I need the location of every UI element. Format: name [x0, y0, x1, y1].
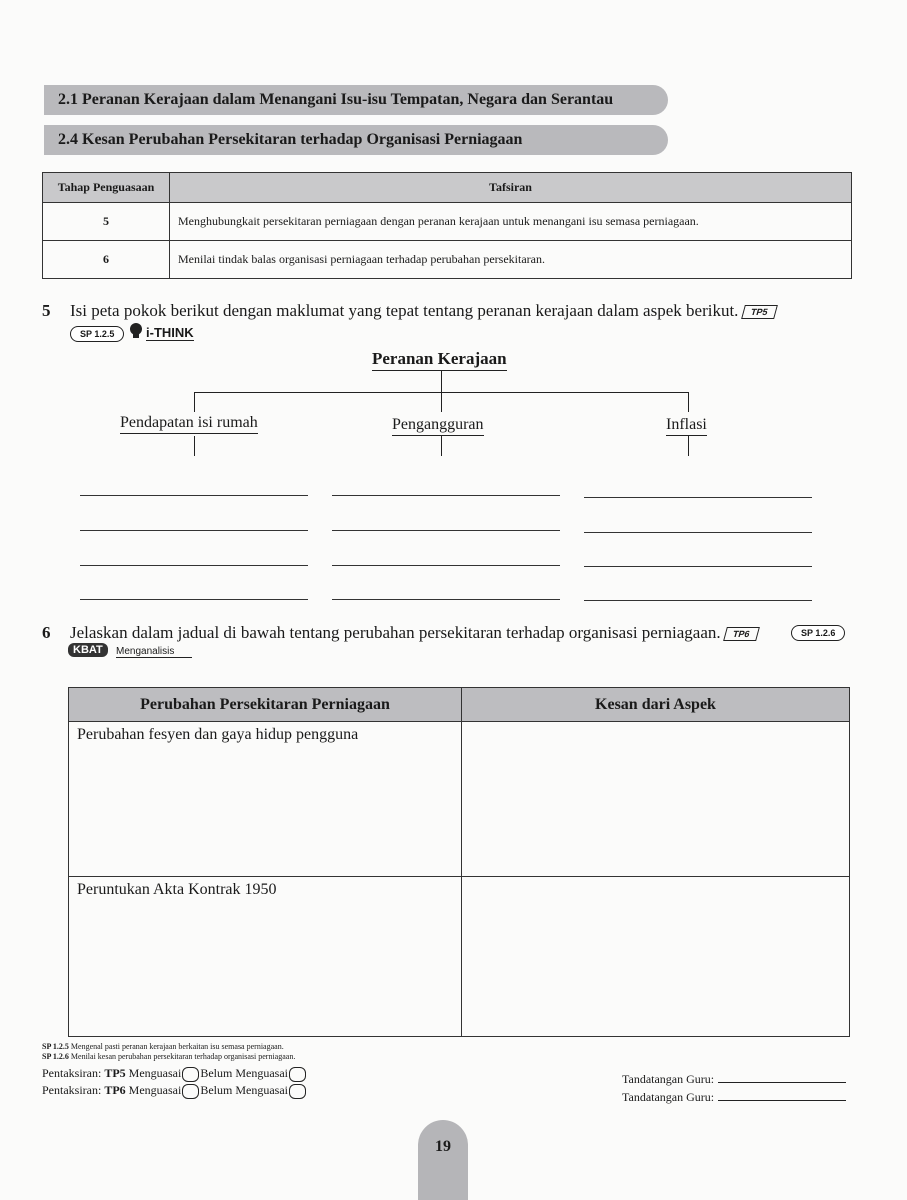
assessment-not-mastered-label: Belum Menguasai — [200, 1066, 288, 1080]
answer-line[interactable] — [80, 495, 308, 496]
tree-connector — [441, 392, 442, 412]
answer-line[interactable] — [80, 530, 308, 531]
tree-branch-inflation: Inflasi — [666, 416, 707, 436]
mastery-level-cell: 6 — [43, 241, 170, 279]
tree-connector — [688, 436, 689, 456]
effect-answer-cell[interactable] — [462, 722, 850, 877]
tree-root: Peranan Kerajaan — [372, 349, 507, 371]
sp-1-2-6-tag: SP 1.2.6 — [791, 625, 845, 641]
signature-line[interactable] — [718, 1082, 846, 1083]
section-banner-2-1 — [44, 85, 668, 115]
page-number: 19 — [435, 1138, 451, 1155]
question-5-text — [70, 301, 775, 321]
mastery-desc-cell: Menghubungkait persekitaran perniagaan dengan peranan kerajaan untuk menangani isu semasa perniagaan. — [170, 203, 852, 241]
kbat-label: Menganalisis — [116, 646, 192, 658]
signature-label: Tandatangan Guru: — [622, 1072, 715, 1086]
page-number-tab — [418, 1120, 468, 1200]
change-header-change: Perubahan Persekitaran Perniagaan — [69, 688, 462, 722]
tree-connector — [441, 371, 442, 393]
mastery-level-cell: 5 — [43, 203, 170, 241]
not-mastered-checkbox[interactable] — [289, 1084, 306, 1099]
tree-connector — [688, 392, 689, 412]
table-row — [43, 203, 852, 241]
answer-line[interactable] — [332, 599, 560, 600]
mastery-header-level: Tahap Penguasaan — [43, 173, 170, 203]
answer-line[interactable] — [332, 565, 560, 566]
answer-line[interactable] — [332, 495, 560, 496]
tree-branch-household-income: Pendapatan isi rumah — [120, 414, 258, 434]
answer-line[interactable] — [584, 566, 812, 567]
assessment-mastered-label: Menguasai — [128, 1083, 182, 1097]
question-6-number: 6 — [42, 623, 51, 642]
mastery-desc-cell: Menilai tindak balas organisasi perniagaan terhadap perubahan persekitaran. — [170, 241, 852, 279]
assessment-not-mastered-label: Belum Menguasai — [200, 1083, 288, 1097]
mastery-header-row — [43, 173, 852, 203]
mastery-header-desc: Tafsiran — [170, 173, 852, 203]
question-6-text — [70, 623, 757, 643]
tree-connector — [441, 436, 442, 456]
section-banner-2-4-text: 2.4 Kesan Perubahan Persekitaran terhadap Organisasi Perniagaan — [58, 131, 523, 148]
sp-note-code: SP 1.2.5 — [42, 1042, 69, 1051]
assessment-tp: TP5 — [104, 1066, 126, 1080]
environment-change-table — [68, 687, 850, 1037]
signature-label: Tandatangan Guru: — [622, 1090, 715, 1104]
change-cell: Peruntukan Akta Kontrak 1950 — [69, 877, 462, 1037]
answer-line[interactable] — [332, 530, 560, 531]
sp-note — [42, 1052, 295, 1061]
answer-line[interactable] — [584, 532, 812, 533]
answer-line[interactable] — [80, 565, 308, 566]
teacher-signature-1 — [622, 1072, 846, 1087]
mastery-level-table — [42, 172, 852, 279]
tree-connector — [194, 436, 195, 456]
assessment-mastered-label: Menguasai — [128, 1066, 182, 1080]
table-row — [43, 241, 852, 279]
table-row — [69, 877, 850, 1037]
section-banner-2-4 — [44, 125, 668, 155]
tree-connector — [194, 392, 195, 412]
lightbulb-icon — [128, 322, 144, 338]
assessment-prefix: Pentaksiran: — [42, 1066, 102, 1080]
teacher-signature-2 — [622, 1090, 846, 1105]
assessment-tp6 — [42, 1083, 307, 1099]
change-cell: Perubahan fesyen dan gaya hidup pengguna — [69, 722, 462, 877]
effect-answer-cell[interactable] — [462, 877, 850, 1037]
ithink-label: i-THINK — [146, 325, 194, 340]
not-mastered-checkbox[interactable] — [289, 1067, 306, 1082]
question-5-prompt: Isi peta pokok berikut dengan maklumat yang tepat tentang peranan kerajaan dalam aspek berikut. — [70, 301, 739, 320]
tp5-tag: TP5 — [741, 305, 777, 319]
tp6-tag: TP6 — [723, 627, 759, 641]
mastered-checkbox[interactable] — [182, 1084, 199, 1099]
sp-note-text: Menilai kesan perubahan persekitaran terhadap organisasi perniagaan. — [70, 1052, 296, 1061]
section-banner-2-1-text: 2.1 Peranan Kerajaan dalam Menangani Isu-isu Tempatan, Negara dan Serantau — [58, 91, 614, 108]
answer-line[interactable] — [584, 497, 812, 498]
table-row — [69, 722, 850, 877]
mastered-checkbox[interactable] — [182, 1067, 199, 1082]
sp-note — [42, 1042, 284, 1051]
tree-branch-unemployment: Pengangguran — [392, 416, 484, 436]
change-header-row — [69, 688, 850, 722]
answer-line[interactable] — [584, 600, 812, 601]
assessment-tp5 — [42, 1066, 307, 1082]
question-5-number: 5 — [42, 301, 51, 320]
assessment-tp: TP6 — [104, 1083, 126, 1097]
sp-1-2-5-tag: SP 1.2.5 — [70, 326, 124, 342]
signature-line[interactable] — [718, 1100, 846, 1101]
question-6-prompt: Jelaskan dalam jadual di bawah tentang perubahan persekitaran terhadap organisasi perniagaan. — [70, 623, 721, 642]
change-header-effect: Kesan dari Aspek — [462, 688, 850, 722]
sp-note-text: Mengenal pasti peranan kerajaan berkaitan isu semasa perniagaan. — [70, 1042, 284, 1051]
sp-note-code: SP 1.2.6 — [42, 1052, 69, 1061]
assessment-prefix: Pentaksiran: — [42, 1083, 102, 1097]
kbat-badge: KBAT — [68, 643, 108, 657]
answer-line[interactable] — [80, 599, 308, 600]
